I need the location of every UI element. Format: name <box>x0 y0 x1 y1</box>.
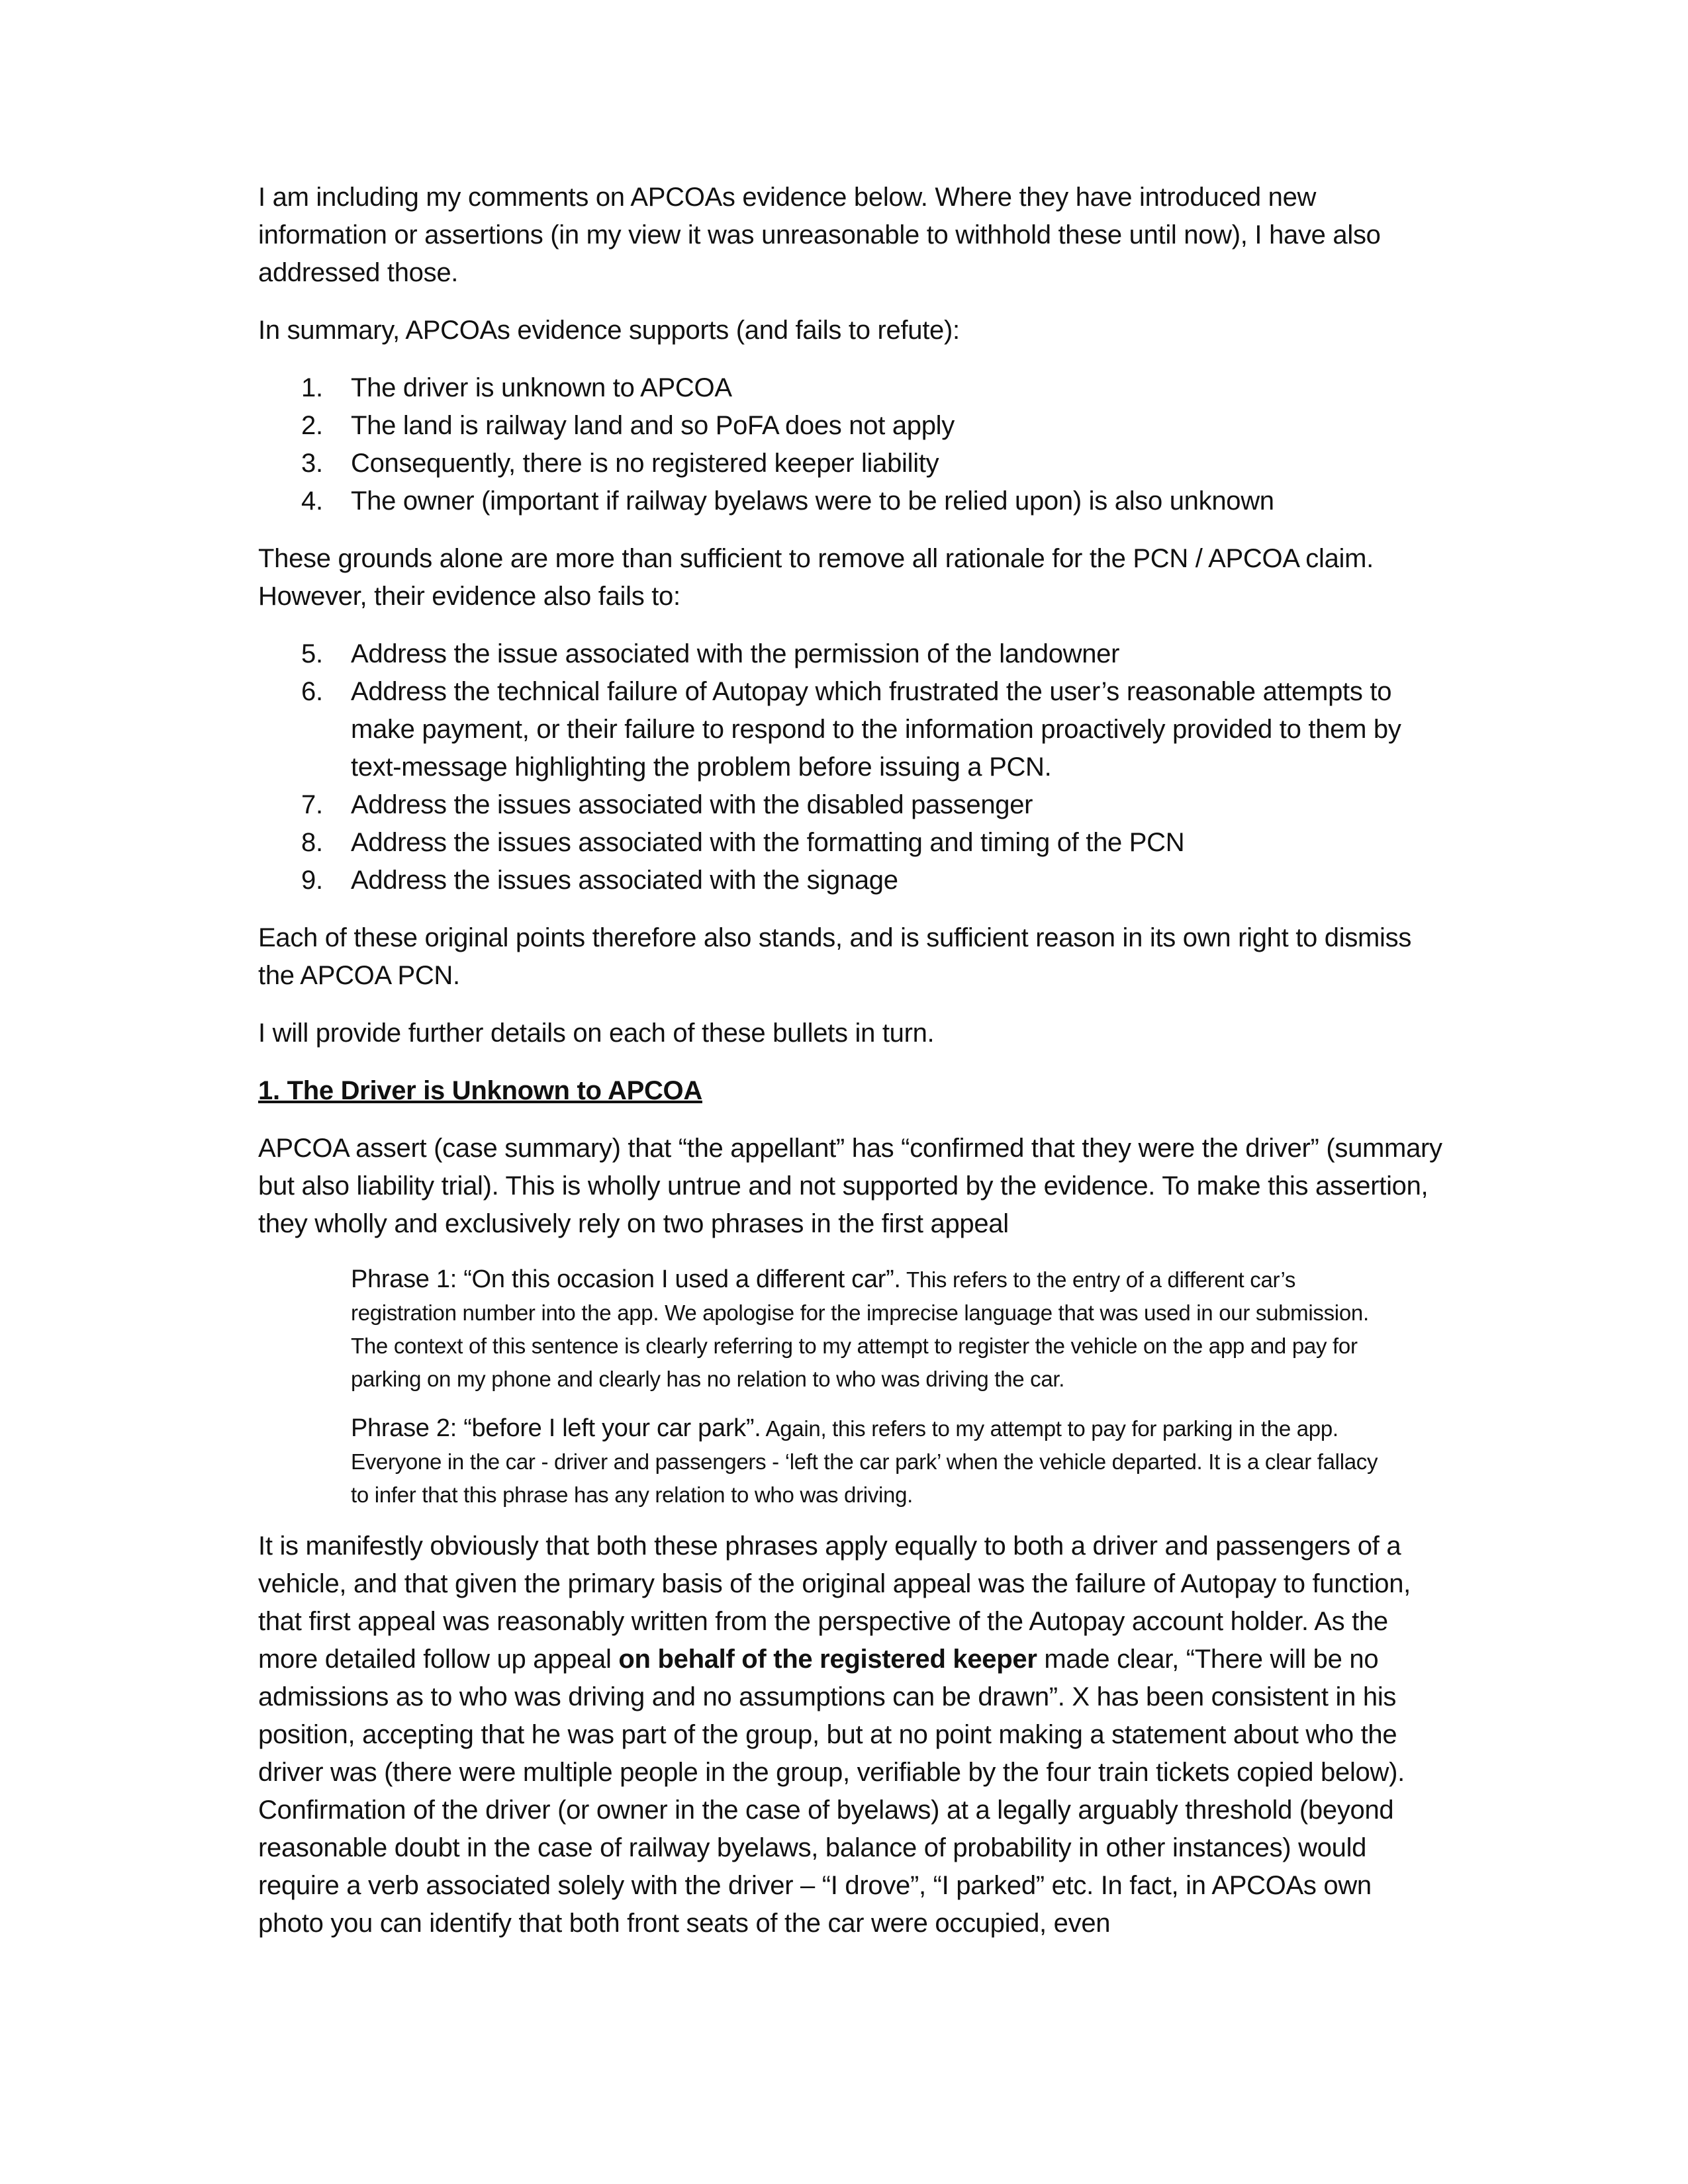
document-page <box>258 179 1443 1942</box>
phrase-1-lead: Phrase 1: “On this occasion I used a different car”. <box>351 1265 901 1293</box>
list-item-text: Address the technical failure of Autopay which frustrated the user’s reasonable attempts to make payment, or their failure to respond to the information proactively provided to them by text-message highlighting the problem before issuing a PCN. <box>351 677 1401 782</box>
list-item-number: 7. <box>301 790 323 819</box>
list-item-text: Address the issues associated with the formatting and timing of the PCN <box>351 828 1185 857</box>
grounds-paragraph: These grounds alone are more than sufficient to remove all rationale for the PCN / APCOA claim. However, their evidence also fails to: <box>258 544 1374 611</box>
summary-intro-paragraph: In summary, APCOAs evidence supports (and fails to refute): <box>258 316 960 345</box>
phrase-2-body: Again, this refers to my attempt to pay for parking in the app. Everyone in the car - driver and passengers - ‘left the car park’ when the vehicle departed. It is a clear fallacy to infer that this phrase has any relation to who was driving. <box>351 1416 1378 1507</box>
section-paragraph: APCOA assert (case summary) that “the appellant” has “confirmed that they were the driver” (summary but also liability trial). This is wholly untrue and not supported by the evidence. To make this assertion, they wholly and exclusively rely on two phrases in the first appeal <box>258 1134 1442 1238</box>
list-item <box>258 673 1443 786</box>
list-item-text: Address the issue associated with the permission of the landowner <box>351 639 1120 668</box>
list-item-number: 5. <box>301 639 323 668</box>
intro-paragraph: I am including my comments on APCOAs evidence below. Where they have introduced new information or assertions (in my view it was unreasonable to withhold these until now), I have also addressed those. <box>258 183 1381 287</box>
list-item-number: 9. <box>301 866 323 895</box>
list-item-number: 6. <box>301 677 323 706</box>
list-item-text: The driver is unknown to APCOA <box>351 373 732 402</box>
bold-emphasis: on behalf of the registered keeper <box>618 1645 1037 1674</box>
list-item-number: 2. <box>301 411 323 440</box>
list-item-text: The land is railway land and so PoFA does not apply <box>351 411 955 440</box>
list-item-text: Consequently, there is no registered keeper liability <box>351 449 939 478</box>
phrase-1-body: This refers to the entry of a different car’s registration number into the app. We apologise for the imprecise language that was used in our submission. The context of this sentence is clearly referring to my attempt to register the vehicle on the app and pay for parking on my phone and clearly has no relation to who was driving the car. <box>351 1267 1369 1391</box>
original-points-paragraph: Each of these original points therefore also stands, and is sufficient reason in its own right to dismiss the APCOA PCN. <box>258 923 1412 990</box>
list-item <box>258 369 1443 407</box>
list-item-text: The owner (important if railway byelaws were to be relied upon) is also unknown <box>351 486 1274 516</box>
phrase-1-quote <box>351 1263 1383 1396</box>
list-item-number: 4. <box>301 486 323 516</box>
list-item <box>258 824 1443 862</box>
list-item <box>258 786 1443 824</box>
section-paragraph-continued <box>258 1527 1443 1942</box>
list-item-text: Address the issues associated with the disabled passenger <box>351 790 1033 819</box>
list-item <box>258 407 1443 445</box>
fails-list <box>258 635 1443 899</box>
paragraph-text: made clear, “There will be no admissions as to who was driving and no assumptions can be drawn”. X has been consistent in his position, accepting that he was part of the group, but at no point making a statement about who the driver was (there were multiple people in the group, verifiable by the four train tickets copied below). Confirmation of the driver (or owner in the case of byelaws) at a legally arguably threshold (beyond reasonable doubt in the case of railway byelaws, balance of probability in other instances) would require a verb associated solely with the driver – “I drove”, “I parked” etc. In fact, in APCOAs own photo you can identify that both front seats of the car were occupied, even <box>258 1645 1405 1938</box>
phrase-2-quote <box>351 1412 1383 1512</box>
list-item-number: 3. <box>301 449 323 478</box>
list-item <box>258 482 1443 520</box>
supports-list <box>258 369 1443 520</box>
phrase-2-lead: Phrase 2: “before I left your car park”. <box>351 1414 761 1442</box>
list-item-number: 1. <box>301 373 323 402</box>
further-details-paragraph: I will provide further details on each of these bullets in turn. <box>258 1019 935 1048</box>
list-item <box>258 635 1443 673</box>
list-item-number: 8. <box>301 828 323 857</box>
paragraph-text: It is manifestly obviously that both these phrases apply equally to both a driver and passengers of a vehicle, and that given the primary basis of the original appeal was the failure of Autopay to function, that first appeal was reasonably written from the perspective of the Autopay account holder. As the more detailed follow up appeal <box>258 1531 1411 1674</box>
list-item <box>258 445 1443 482</box>
list-item-text: Address the issues associated with the signage <box>351 866 898 895</box>
section-heading: 1. The Driver is Unknown to APCOA <box>258 1076 702 1105</box>
list-item <box>258 862 1443 899</box>
